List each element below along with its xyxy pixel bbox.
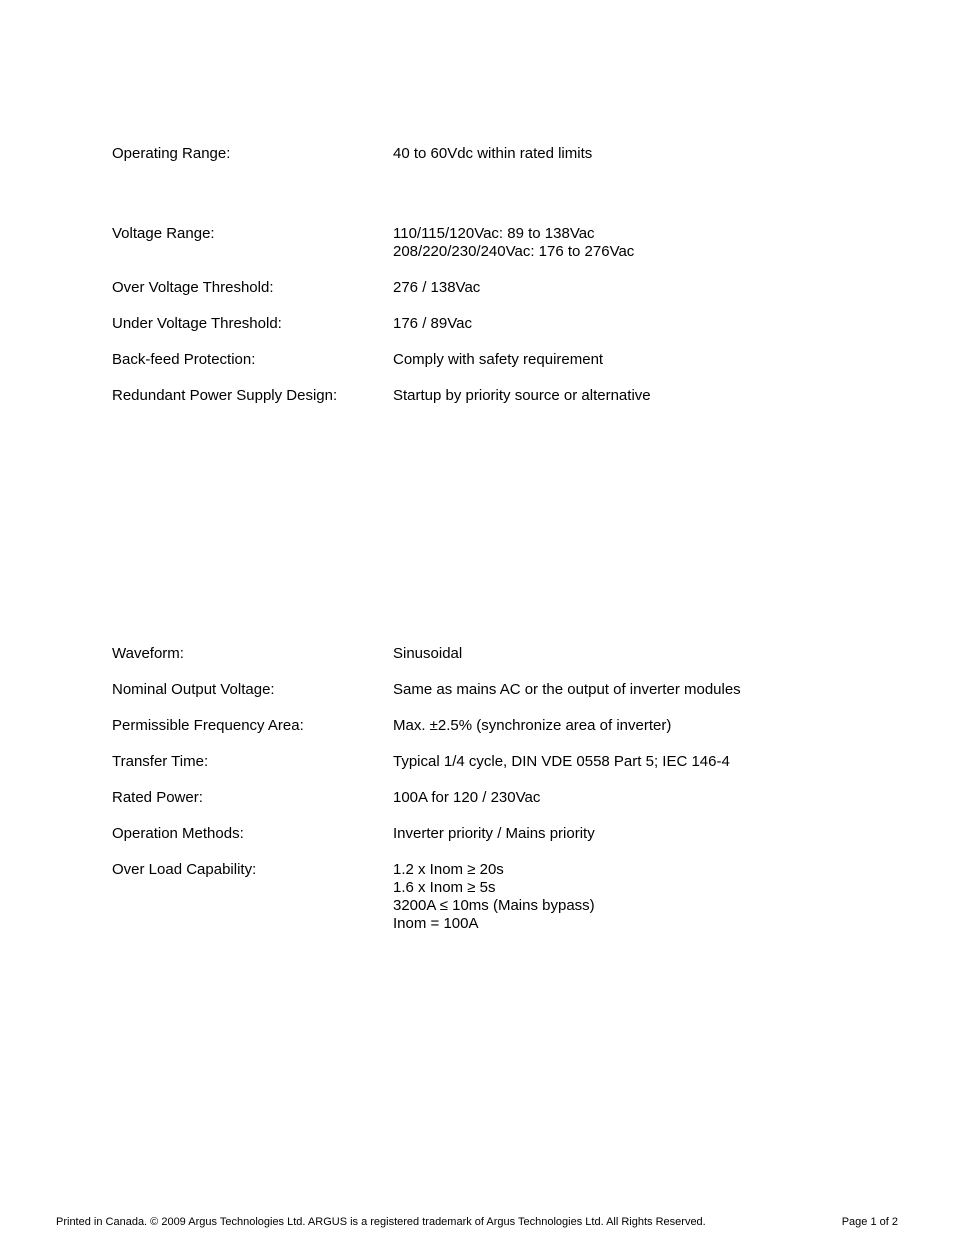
spec-label: Voltage Range: — [112, 225, 215, 242]
spec-label: Redundant Power Supply Design: — [112, 387, 338, 404]
spec-value-line: Same as mains AC or the output of inverter modules — [393, 681, 741, 698]
dc-input-spec-table — [112, 145, 872, 163]
spec-label: Transfer Time: — [112, 753, 209, 770]
spec-value-line: Startup by priority source or alternative — [393, 387, 651, 404]
spec-value — [393, 807, 872, 843]
spec-row — [112, 645, 872, 663]
spec-value — [393, 333, 872, 369]
spec-value-line: 176 / 89Vac — [393, 315, 472, 332]
spec-value — [393, 735, 872, 771]
ac-input-spec-table — [112, 225, 872, 405]
spec-value-line: 1.6 x Inom ≥ 5s — [393, 879, 496, 896]
spec-label: Waveform: — [112, 645, 184, 662]
spec-row — [112, 225, 872, 261]
spec-value — [393, 261, 872, 297]
spec-value — [393, 225, 872, 261]
spec-label: Under Voltage Threshold: — [112, 315, 282, 332]
spec-value — [393, 843, 872, 933]
spec-row — [112, 145, 872, 163]
spec-value-line: Sinusoidal — [393, 645, 463, 662]
footer-copyright: Printed in Canada. © 2009 Argus Technologies Ltd. ARGUS is a registered trademark of Argus Technologies Ltd. All Rights Reserved. — [56, 1216, 706, 1228]
spec-label: Over Voltage Threshold: — [112, 279, 274, 296]
spec-row — [112, 369, 872, 405]
spec-row — [112, 699, 872, 735]
spec-row — [112, 735, 872, 771]
spec-label: Rated Power: — [112, 789, 203, 806]
spec-value-line: 100A for 120 / 230Vac — [393, 789, 541, 806]
spec-value — [393, 771, 872, 807]
spec-value — [393, 699, 872, 735]
spec-value-line: Inverter priority / Mains priority — [393, 825, 595, 842]
spec-label: Operation Methods: — [112, 825, 244, 842]
spec-value-line: 40 to 60Vdc within rated limits — [393, 145, 593, 162]
spec-value — [393, 369, 872, 405]
spec-row — [112, 297, 872, 333]
spec-row — [112, 807, 872, 843]
spec-label: Over Load Capability: — [112, 861, 257, 878]
spec-value-line: 276 / 138Vac — [393, 279, 481, 296]
spec-value-line: 208/220/230/240Vac: 176 to 276Vac — [393, 243, 635, 260]
output-spec-table — [112, 645, 872, 933]
spec-value-line: Typical 1/4 cycle, DIN VDE 0558 Part 5; IEC 146-4 — [393, 753, 730, 770]
spec-label: Permissible Frequency Area: — [112, 717, 304, 734]
spec-value-line: Max. ±2.5% (synchronize area of inverter) — [393, 717, 672, 734]
spec-value — [393, 645, 872, 663]
spec-label: Operating Range: — [112, 145, 231, 162]
spec-row — [112, 261, 872, 297]
spec-value-line: 110/115/120Vac: 89 to 138Vac — [393, 225, 595, 242]
spec-row — [112, 843, 872, 933]
spec-value — [393, 297, 872, 333]
spec-label: Back-feed Protection: — [112, 351, 256, 368]
spec-value — [393, 663, 872, 699]
spec-value-line: 1.2 x Inom ≥ 20s — [393, 861, 504, 878]
spec-label: Nominal Output Voltage: — [112, 681, 275, 698]
spec-value — [393, 145, 872, 163]
spec-value-line: 3200A ≤ 10ms (Mains bypass) — [393, 897, 595, 914]
spec-row — [112, 663, 872, 699]
spec-value-line: Comply with safety requirement — [393, 351, 604, 368]
footer-page-number: Page 1 of 2 — [841, 1216, 898, 1228]
spec-value-line: Inom = 100A — [393, 915, 479, 932]
spec-row — [112, 333, 872, 369]
spec-row — [112, 771, 872, 807]
